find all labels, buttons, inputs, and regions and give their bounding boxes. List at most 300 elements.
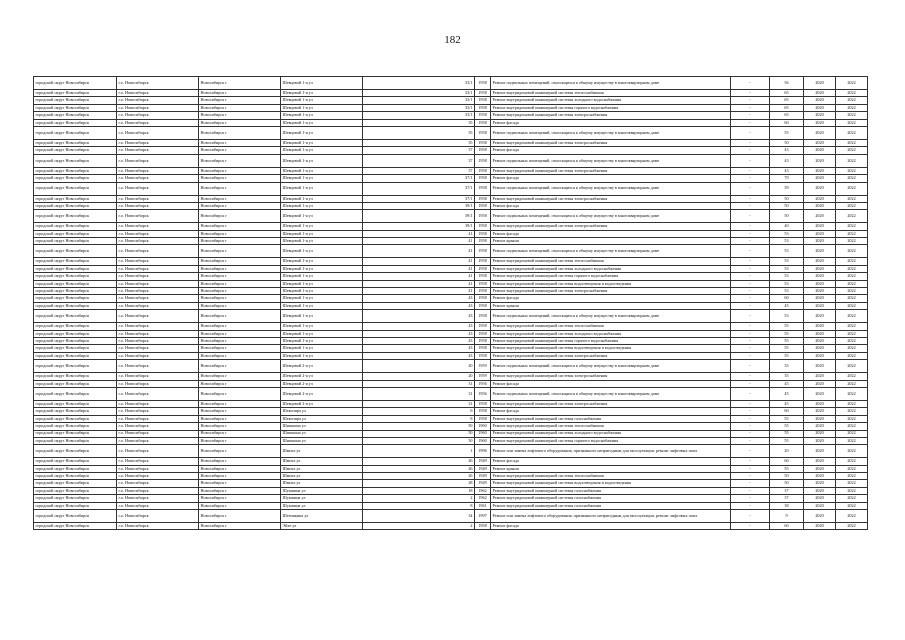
city-cell: Новосибирск г: [199, 210, 281, 223]
value-cell: 38: [770, 502, 804, 509]
okrug-cell: городской округ Новосибирск: [34, 210, 117, 223]
value-cell: 60: [770, 119, 804, 126]
year-from-cell: 2020: [804, 223, 836, 230]
house-number-cell: 2: [363, 523, 475, 530]
year-from-cell: 2020: [804, 445, 836, 458]
municipality-cell: г.о. Новосибирск: [117, 380, 199, 387]
house-number-cell: 26: [363, 465, 475, 472]
street-cell: Шукшина ул: [281, 487, 363, 494]
city-cell: Новосибирск г: [199, 223, 281, 230]
work-type-cell: Ремонт фасада: [491, 175, 731, 182]
city-cell: Новосибирск г: [199, 112, 281, 119]
house-number-cell: 6: [363, 408, 475, 415]
dash-cell: -: [731, 465, 770, 472]
year-from-cell: 2020: [804, 245, 836, 258]
city-cell: Новосибирск г: [199, 238, 281, 245]
year-from-cell: 2020: [804, 265, 836, 272]
house-number-cell: 8: [363, 502, 475, 509]
table-row: [34, 175, 868, 182]
work-type-cell: Ремонт внутридомовой инженерной системы электроснабжения: [491, 139, 731, 146]
street-cell: Шмита ул: [281, 473, 363, 480]
value-cell: 65: [770, 97, 804, 104]
city-cell: Новосибирск г: [199, 280, 281, 287]
work-type-cell: Ремонт внутридомовой инженерной системы горячего водоснабжения: [491, 273, 731, 280]
house-number-cell: 41: [363, 288, 475, 295]
house-number-cell: 37/1: [363, 175, 475, 182]
dash-cell: -: [731, 387, 770, 400]
municipality-cell: г.о. Новосибирск: [117, 280, 199, 287]
build-year-cell: 1949: [475, 458, 491, 465]
build-year-cell: 1958: [475, 210, 491, 223]
table-row: [34, 195, 868, 202]
year-to-cell: 2022: [836, 523, 868, 530]
dash-cell: -: [731, 373, 770, 380]
year-to-cell: 2022: [836, 104, 868, 111]
city-cell: Новосибирск г: [199, 295, 281, 302]
city-cell: Новосибирск г: [199, 154, 281, 167]
house-number-cell: 43: [363, 295, 475, 302]
work-type-cell: Ремонт внутридомовой инженерной системы теплоснабжения: [491, 90, 731, 97]
street-cell: Шевцовой 1-я ул: [281, 345, 363, 352]
build-year-cell: 1958: [475, 104, 491, 111]
house-number-cell: 26: [363, 458, 475, 465]
year-to-cell: 2022: [836, 373, 868, 380]
municipality-cell: г.о. Новосибирск: [117, 502, 199, 509]
municipality-cell: г.о. Новосибирск: [117, 77, 199, 90]
year-to-cell: 2022: [836, 380, 868, 387]
street-cell: Шевцовой 1-я ул: [281, 154, 363, 167]
year-from-cell: 2020: [804, 373, 836, 380]
street-cell: Шевцовой 1-я ул: [281, 273, 363, 280]
okrug-cell: городской округ Новосибирск: [34, 330, 117, 337]
build-year-cell: 1949: [475, 480, 491, 487]
street-cell: Шевцовой 1-я ул: [281, 182, 363, 195]
street-cell: Шевцовой 1-я ул: [281, 112, 363, 119]
build-year-cell: 1958: [475, 119, 491, 126]
table-row: [34, 510, 868, 523]
city-cell: Новосибирск г: [199, 495, 281, 502]
dash-cell: -: [731, 495, 770, 502]
work-type-cell: Ремонт внутридомовой инженерной системы электроснабжения: [491, 112, 731, 119]
year-to-cell: 2022: [836, 147, 868, 154]
municipality-cell: г.о. Новосибирск: [117, 230, 199, 237]
table-row: [34, 295, 868, 302]
street-cell: Шишкина ул: [281, 437, 363, 444]
dash-cell: -: [731, 139, 770, 146]
year-from-cell: 2020: [804, 167, 836, 174]
year-to-cell: 2022: [836, 415, 868, 422]
street-cell: Эйхе ул: [281, 523, 363, 530]
year-from-cell: 2020: [804, 458, 836, 465]
okrug-cell: городской округ Новосибирск: [34, 288, 117, 295]
year-to-cell: 2022: [836, 112, 868, 119]
value-cell: 60: [770, 408, 804, 415]
build-year-cell: 1958: [475, 295, 491, 302]
table-row: [34, 430, 868, 437]
municipality-cell: г.о. Новосибирск: [117, 265, 199, 272]
okrug-cell: городской округ Новосибирск: [34, 112, 117, 119]
value-cell: 55: [770, 352, 804, 359]
street-cell: Шевцовой 1-я ул: [281, 230, 363, 237]
house-number-cell: 41: [363, 230, 475, 237]
year-to-cell: 2022: [836, 265, 868, 272]
year-from-cell: 2020: [804, 238, 836, 245]
year-to-cell: 2022: [836, 295, 868, 302]
capital-repair-table: [33, 76, 868, 530]
dash-cell: -: [731, 473, 770, 480]
street-cell: Шевцовой 1-я ул: [281, 119, 363, 126]
dash-cell: -: [731, 258, 770, 265]
value-cell: 55: [770, 330, 804, 337]
okrug-cell: городской округ Новосибирск: [34, 258, 117, 265]
city-cell: Новосибирск г: [199, 487, 281, 494]
table-row: [34, 445, 868, 458]
build-year-cell: 1958: [475, 195, 491, 202]
work-type-cell: Ремонт подвальных помещений, относящихся к общему имуществу в многоквартирном доме: [491, 154, 731, 167]
value-cell: 65: [770, 112, 804, 119]
build-year-cell: 1958: [475, 258, 491, 265]
year-to-cell: 2022: [836, 202, 868, 209]
okrug-cell: городской округ Новосибирск: [34, 238, 117, 245]
municipality-cell: г.о. Новосибирск: [117, 245, 199, 258]
build-year-cell: 1958: [475, 280, 491, 287]
dash-cell: -: [731, 230, 770, 237]
street-cell: Шевцовой 1-я ул: [281, 302, 363, 309]
city-cell: Новосибирск г: [199, 523, 281, 530]
table-row: [34, 280, 868, 287]
year-to-cell: 2022: [836, 97, 868, 104]
house-number-cell: 28: [363, 480, 475, 487]
street-cell: Шукшина ул: [281, 495, 363, 502]
city-cell: Новосибирск г: [199, 323, 281, 330]
house-number-cell: 39/1: [363, 210, 475, 223]
dash-cell: -: [731, 510, 770, 523]
table-row: [34, 487, 868, 494]
street-cell: Шевцовой 2-я ул: [281, 400, 363, 407]
work-type-cell: Ремонт крыши: [491, 238, 731, 245]
year-to-cell: 2022: [836, 154, 868, 167]
house-number-cell: 31: [363, 380, 475, 387]
municipality-cell: г.о. Новосибирск: [117, 400, 199, 407]
table-row: [34, 465, 868, 472]
work-type-cell: Ремонт внутридомовой инженерной системы газоснабжения: [491, 495, 731, 502]
okrug-cell: городской округ Новосибирск: [34, 126, 117, 139]
house-number-cell: 41: [363, 238, 475, 245]
house-number-cell: 31: [363, 387, 475, 400]
okrug-cell: городской округ Новосибирск: [34, 302, 117, 309]
work-type-cell: Ремонт внутридомовой инженерной системы теплоснабжения: [491, 323, 731, 330]
year-from-cell: 2020: [804, 480, 836, 487]
house-number-cell: 2: [363, 495, 475, 502]
year-from-cell: 2020: [804, 408, 836, 415]
year-from-cell: 2020: [804, 230, 836, 237]
page-number: 182: [444, 34, 461, 46]
dash-cell: -: [731, 295, 770, 302]
build-year-cell: 1962: [475, 495, 491, 502]
value-cell: 45: [770, 400, 804, 407]
street-cell: Шевцовой 1-я ул: [281, 195, 363, 202]
work-type-cell: Ремонт подвальных помещений, относящихся к общему имуществу в многоквартирном доме: [491, 77, 731, 90]
value-cell: 65: [770, 104, 804, 111]
table-row: [34, 288, 868, 295]
build-year-cell: 1958: [475, 245, 491, 258]
value-cell: 45: [770, 302, 804, 309]
municipality-cell: г.о. Новосибирск: [117, 238, 199, 245]
build-year-cell: 1958: [475, 139, 491, 146]
build-year-cell: 1958: [475, 223, 491, 230]
value-cell: 60: [770, 458, 804, 465]
okrug-cell: городской округ Новосибирск: [34, 97, 117, 104]
street-cell: Шевцовой 1-я ул: [281, 223, 363, 230]
dash-cell: -: [731, 126, 770, 139]
table-row: [34, 119, 868, 126]
city-cell: Новосибирск г: [199, 445, 281, 458]
okrug-cell: городской округ Новосибирск: [34, 360, 117, 373]
table-row: [34, 323, 868, 330]
municipality-cell: г.о. Новосибирск: [117, 182, 199, 195]
municipality-cell: г.о. Новосибирск: [117, 495, 199, 502]
municipality-cell: г.о. Новосибирск: [117, 167, 199, 174]
build-year-cell: 1958: [475, 302, 491, 309]
year-to-cell: 2022: [836, 487, 868, 494]
dash-cell: -: [731, 175, 770, 182]
okrug-cell: городской округ Новосибирск: [34, 139, 117, 146]
work-type-cell: Ремонт подвальных помещений, относящихся к общему имуществу в многоквартирном доме: [491, 360, 731, 373]
build-year-cell: 1958: [475, 230, 491, 237]
city-cell: Новосибирск г: [199, 430, 281, 437]
municipality-cell: г.о. Новосибирск: [117, 360, 199, 373]
municipality-cell: г.о. Новосибирск: [117, 387, 199, 400]
dash-cell: -: [731, 223, 770, 230]
year-from-cell: 2020: [804, 104, 836, 111]
work-type-cell: Ремонт внутридомовой инженерной системы холодного водоснабжения: [491, 330, 731, 337]
street-cell: Шевцовой 1-я ул: [281, 90, 363, 97]
value-cell: 50: [770, 473, 804, 480]
build-year-cell: 1949: [475, 473, 491, 480]
year-from-cell: 2020: [804, 473, 836, 480]
table-body: [34, 77, 868, 530]
build-year-cell: 1958: [475, 400, 491, 407]
street-cell: Шишкина ул: [281, 430, 363, 437]
okrug-cell: городской округ Новосибирск: [34, 400, 117, 407]
dash-cell: -: [731, 337, 770, 344]
city-cell: Новосибирск г: [199, 258, 281, 265]
okrug-cell: городской округ Новосибирск: [34, 373, 117, 380]
street-cell: Шевцовой 1-я ул: [281, 175, 363, 182]
build-year-cell: 1958: [475, 77, 491, 90]
value-cell: 55: [770, 126, 804, 139]
dash-cell: -: [731, 330, 770, 337]
house-number-cell: 41: [363, 245, 475, 258]
dash-cell: -: [731, 323, 770, 330]
table-row: [34, 77, 868, 90]
okrug-cell: городской округ Новосибирск: [34, 310, 117, 323]
table-row: [34, 90, 868, 97]
year-from-cell: 2020: [804, 273, 836, 280]
value-cell: 53: [770, 310, 804, 323]
year-from-cell: 2020: [804, 345, 836, 352]
year-to-cell: 2022: [836, 473, 868, 480]
city-cell: Новосибирск г: [199, 510, 281, 523]
city-cell: Новосибирск г: [199, 423, 281, 430]
year-from-cell: 2020: [804, 97, 836, 104]
table-row: [34, 415, 868, 422]
year-from-cell: 2020: [804, 510, 836, 523]
dash-cell: -: [731, 265, 770, 272]
value-cell: 20: [770, 445, 804, 458]
year-from-cell: 2020: [804, 310, 836, 323]
year-from-cell: 2020: [804, 202, 836, 209]
year-from-cell: 2020: [804, 139, 836, 146]
city-cell: Новосибирск г: [199, 380, 281, 387]
value-cell: 37: [770, 495, 804, 502]
table-row: [34, 202, 868, 209]
city-cell: Новосибирск г: [199, 373, 281, 380]
year-to-cell: 2022: [836, 139, 868, 146]
house-number-cell: 34: [363, 510, 475, 523]
street-cell: Шевцовой 1-я ул: [281, 337, 363, 344]
city-cell: Новосибирск г: [199, 182, 281, 195]
year-to-cell: 2022: [836, 223, 868, 230]
street-cell: Шевцовой 1-я ул: [281, 330, 363, 337]
value-cell: 70: [770, 175, 804, 182]
value-cell: 50: [770, 139, 804, 146]
dash-cell: -: [731, 360, 770, 373]
work-type-cell: Ремонт внутридомовой инженерной системы электроснабжения: [491, 373, 731, 380]
okrug-cell: городской округ Новосибирск: [34, 345, 117, 352]
work-type-cell: Ремонт внутридомовой инженерной системы газоснабжения: [491, 502, 731, 509]
table-row: [34, 502, 868, 509]
table-row: [34, 337, 868, 344]
street-cell: Шевцовой 1-я ул: [281, 238, 363, 245]
city-cell: Новосибирск г: [199, 288, 281, 295]
street-cell: Шевцовой 1-я ул: [281, 202, 363, 209]
year-to-cell: 2022: [836, 210, 868, 223]
municipality-cell: г.о. Новосибирск: [117, 175, 199, 182]
house-number-cell: 41: [363, 258, 475, 265]
municipality-cell: г.о. Новосибирск: [117, 104, 199, 111]
table-row: [34, 352, 868, 359]
work-type-cell: Ремонт фасада: [491, 230, 731, 237]
value-cell: 53: [770, 238, 804, 245]
year-to-cell: 2022: [836, 323, 868, 330]
table-row: [34, 139, 868, 146]
year-to-cell: 2022: [836, 77, 868, 90]
house-number-cell: 41: [363, 265, 475, 272]
okrug-cell: городской округ Новосибирск: [34, 437, 117, 444]
table-row: [34, 380, 868, 387]
okrug-cell: городской округ Новосибирск: [34, 337, 117, 344]
okrug-cell: городской округ Новосибирск: [34, 280, 117, 287]
table-row: [34, 360, 868, 373]
street-cell: Шевцовой 1-я ул: [281, 147, 363, 154]
municipality-cell: г.о. Новосибирск: [117, 487, 199, 494]
dash-cell: -: [731, 408, 770, 415]
year-to-cell: 2022: [836, 126, 868, 139]
value-cell: 55: [770, 423, 804, 430]
dash-cell: -: [731, 523, 770, 530]
street-cell: Шевцовой 1-я ул: [281, 77, 363, 90]
build-year-cell: 1958: [475, 310, 491, 323]
year-from-cell: 2020: [804, 430, 836, 437]
build-year-cell: 1956: [475, 387, 491, 400]
city-cell: Новосибирск г: [199, 104, 281, 111]
municipality-cell: г.о. Новосибирск: [117, 154, 199, 167]
city-cell: Новосибирск г: [199, 387, 281, 400]
year-to-cell: 2022: [836, 182, 868, 195]
city-cell: Новосибирск г: [199, 77, 281, 90]
year-to-cell: 2022: [836, 465, 868, 472]
municipality-cell: г.о. Новосибирск: [117, 258, 199, 265]
table-row: [34, 473, 868, 480]
year-from-cell: 2020: [804, 175, 836, 182]
build-year-cell: 1958: [475, 265, 491, 272]
dash-cell: -: [731, 154, 770, 167]
value-cell: 43: [770, 147, 804, 154]
value-cell: 53: [770, 265, 804, 272]
value-cell: 56: [770, 77, 804, 90]
house-number-cell: 35: [363, 119, 475, 126]
year-from-cell: 2020: [804, 302, 836, 309]
table-row: [34, 97, 868, 104]
municipality-cell: г.о. Новосибирск: [117, 337, 199, 344]
work-type-cell: Ремонт внутридомовой инженерной системы газоснабжения: [491, 487, 731, 494]
value-cell: 50: [770, 480, 804, 487]
street-cell: Шекспира ул: [281, 415, 363, 422]
municipality-cell: г.о. Новосибирск: [117, 126, 199, 139]
okrug-cell: городской округ Новосибирск: [34, 408, 117, 415]
dash-cell: -: [731, 104, 770, 111]
municipality-cell: г.о. Новосибирск: [117, 295, 199, 302]
year-from-cell: 2020: [804, 487, 836, 494]
dash-cell: -: [731, 352, 770, 359]
municipality-cell: г.о. Новосибирск: [117, 147, 199, 154]
work-type-cell: Ремонт фасада: [491, 458, 731, 465]
street-cell: Шевцовой 1-я ул: [281, 288, 363, 295]
okrug-cell: городской округ Новосибирск: [34, 445, 117, 458]
work-type-cell: Ремонт внутридомовой инженерной системы водоотведения и водоотведения: [491, 345, 731, 352]
city-cell: Новосибирск г: [199, 337, 281, 344]
okrug-cell: городской округ Новосибирск: [34, 90, 117, 97]
dash-cell: -: [731, 119, 770, 126]
dash-cell: -: [731, 195, 770, 202]
year-to-cell: 2022: [836, 90, 868, 97]
value-cell: 53: [770, 245, 804, 258]
municipality-cell: г.о. Новосибирск: [117, 465, 199, 472]
build-year-cell: 1958: [475, 323, 491, 330]
value-cell: 55: [770, 337, 804, 344]
table-row: [34, 258, 868, 265]
house-number-cell: 18: [363, 487, 475, 494]
dash-cell: -: [731, 400, 770, 407]
work-type-cell: Ремонт внутридомовой инженерной системы электроснабжения: [491, 400, 731, 407]
street-cell: Шевцовой 2-я ул: [281, 387, 363, 400]
municipality-cell: г.о. Новосибирск: [117, 288, 199, 295]
okrug-cell: городской округ Новосибирск: [34, 415, 117, 422]
table-row: [34, 126, 868, 139]
value-cell: 9: [770, 510, 804, 523]
dash-cell: -: [731, 238, 770, 245]
municipality-cell: г.о. Новосибирск: [117, 373, 199, 380]
city-cell: Новосибирск г: [199, 408, 281, 415]
year-from-cell: 2020: [804, 126, 836, 139]
work-type-cell: Ремонт внутридомовой инженерной системы горячего водоснабжения: [491, 337, 731, 344]
value-cell: 45: [770, 380, 804, 387]
city-cell: Новосибирск г: [199, 352, 281, 359]
municipality-cell: г.о. Новосибирск: [117, 523, 199, 530]
street-cell: Шевцовой 1-я ул: [281, 104, 363, 111]
street-cell: Шевцовой 2-я ул: [281, 373, 363, 380]
